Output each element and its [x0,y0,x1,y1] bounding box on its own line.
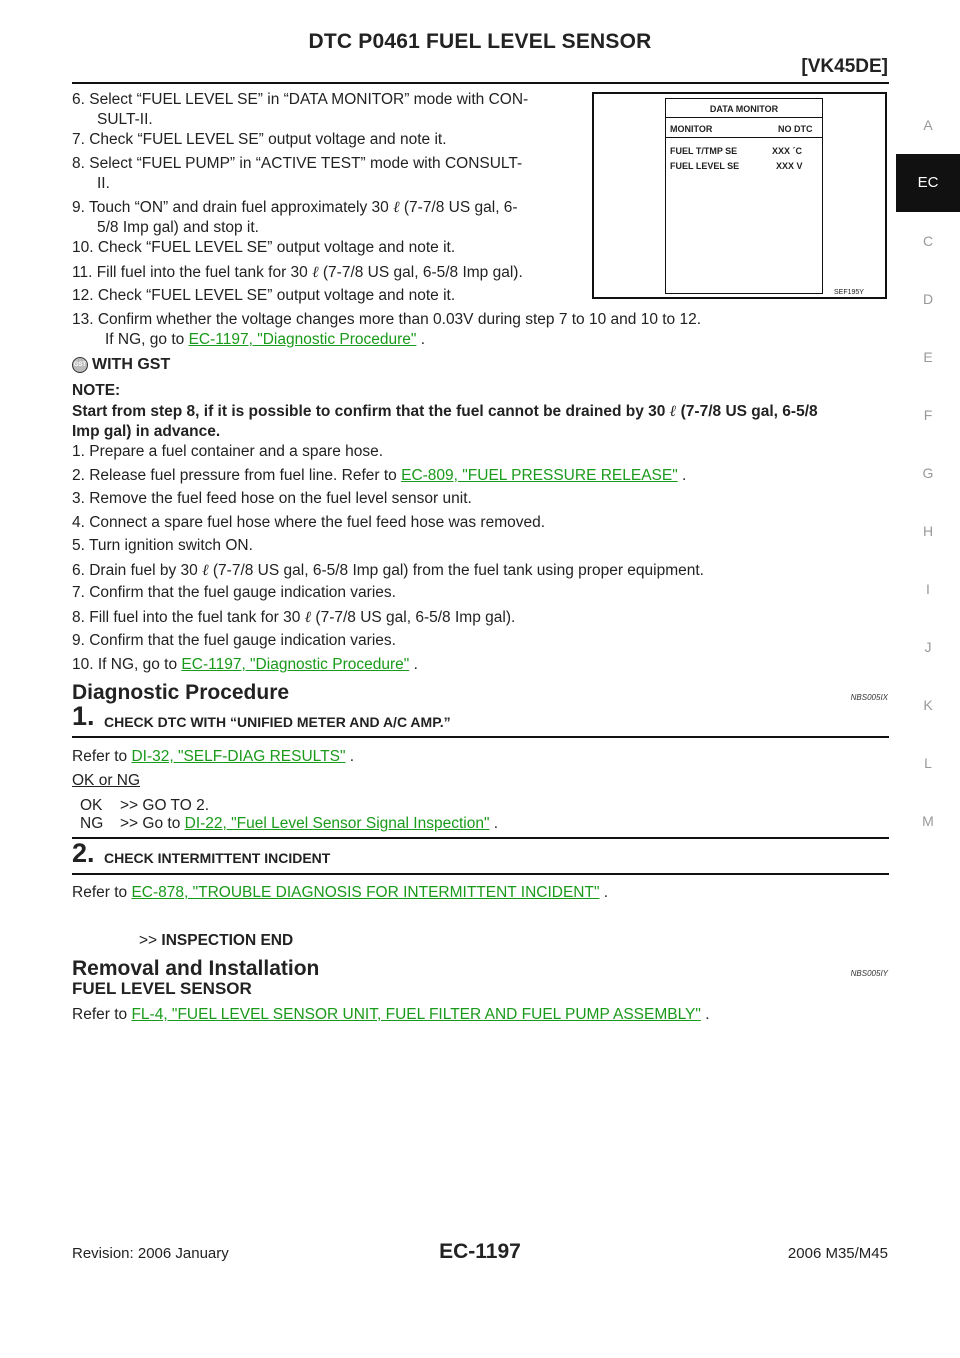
step-9: 9. Touch “ON” and drain fuel approximately 30 ℓ (7-7/8 US gal, 6- 5/8 Imp gal) and stop it. [72,198,518,236]
gst-heading: GST WITH GST [73,356,171,373]
gst-step-1: 1. Prepare a fuel container and a spare hose. [72,443,384,460]
revision-date: Revision: 2006 January [72,1245,229,1262]
gst-step-9: 9. Confirm that the fuel gauge indication varies. [72,632,396,649]
gst-step-2: 2. Release fuel pressure from fuel line. Refer to EC-809, "FUEL PRESSURE RELEASE" . [72,467,687,484]
sidebar-item-ec[interactable]: EC [896,154,960,212]
gst-step-3: 3. Remove the fuel feed hose on the fuel level sensor unit. [72,490,472,507]
sidebar-item-h[interactable]: H [922,523,934,539]
gst-step-8: 8. Fill fuel into the fuel tank for 30 ℓ (7-7/8 US gal, 6-5/8 Imp gal). [72,608,516,626]
header-divider [72,82,889,84]
sidebar-item-e[interactable]: E [923,349,933,365]
engine-subtitle: [VK45DE] [801,56,888,77]
step-2-title: CHECK INTERMITTENT INCIDENT [104,850,331,866]
sidebar-item-j[interactable]: J [924,639,932,655]
figure-code: SEF195Y [834,289,864,296]
removal-refer: Refer to FL-4, "FUEL LEVEL SENSOR UNIT, FUEL FILTER AND FUEL PUMP ASSEMBLY" . [72,1006,710,1023]
self-diag-results-link[interactable]: DI-32, "SELF-DIAG RESULTS" [131,748,346,765]
diagnostic-procedure-heading: Diagnostic Procedure [72,681,290,704]
fuel-level-sensor-signal-link[interactable]: DI-22, "Fuel Level Sensor Signal Inspection" [184,815,490,832]
fuel-level-sensor-subheading: FUEL LEVEL SENSOR [72,979,252,998]
inspection-end: >> INSPECTION END [139,932,294,949]
ok-or-ng-label: OK or NG [72,772,141,789]
step-1-rule [72,736,889,738]
fuel-pump-assembly-link[interactable]: FL-4, "FUEL LEVEL SENSOR UNIT, FUEL FILTER AND FUEL PUMP ASSEMBLY" [131,1006,701,1023]
sidebar-item-c[interactable]: C [922,233,934,249]
removal-code: NBS005IY [850,969,888,978]
diagnostic-procedure-link[interactable]: EC-1197, "Diagnostic Procedure" [181,656,410,673]
gst-step-6: 6. Drain fuel by 30 ℓ (7-7/8 US gal, 6-5/8 Imp gal) from the fuel tank using proper equipment. [72,561,704,579]
data-monitor-screen: DATA MONITOR MONITOR NO DTC FUEL T/TMP SE XXX ´C FUEL LEVEL SE XXX V [665,98,823,294]
step-11: 11. Fill fuel into the fuel tank for 30 ℓ (7-7/8 US gal, 6-5/8 Imp gal). [72,263,523,281]
step-1-title: CHECK DTC WITH “UNIFIED METER AND A/C AMP.” [104,714,451,730]
step-6: 6. Select “FUEL LEVEL SE” in “DATA MONITOR” mode with CON- SULT-II. [72,91,529,128]
step-2-number: 2. [72,838,95,868]
step-2-rule [72,873,889,875]
step-2-refer: Refer to EC-878, "TROUBLE DIAGNOSIS FOR INTERMITTENT INCIDENT" . [72,884,609,901]
page-title: DTC P0461 FUEL LEVEL SENSOR [308,30,652,53]
step-1-refer: Refer to DI-32, "SELF-DIAG RESULTS" . [72,748,355,765]
gst-note: NOTE: Start from step 8, if it is possible to confirm that the fuel cannot be drained by 30 ℓ (7-7/8 US gal, 6-5/8 Imp gal) in advance. [72,382,818,440]
gst-step-7: 7. Confirm that the fuel gauge indication varies. [72,584,396,601]
step-12: 12. Check “FUEL LEVEL SE” output voltage and note it. [72,287,456,304]
step-10: 10. Check “FUEL LEVEL SE” output voltage and note it. [72,239,456,256]
intermittent-incident-link[interactable]: EC-878, "TROUBLE DIAGNOSIS FOR INTERMITTENT INCIDENT" [131,884,600,901]
liter-symbol: ℓ [304,608,312,626]
step-13: 13. Confirm whether the voltage changes more than 0.03V during step 7 to 10 and 10 to 12. If NG, go to EC-1197, "Diagnostic Procedure" . [72,311,702,348]
diagnostic-procedure-link[interactable]: EC-1197, "Diagnostic Procedure" [188,331,417,348]
fuel-pressure-release-link[interactable]: EC-809, "FUEL PRESSURE RELEASE" [401,467,678,484]
model-label: 2006 M35/M45 [787,1245,888,1262]
step-1-bottom-rule [72,837,889,839]
gst-step-4: 4. Connect a spare fuel hose where the fuel feed hose was removed. [72,514,546,531]
gst-step-10: 10. If NG, go to EC-1197, "Diagnostic Procedure" . [72,656,418,673]
step-7: 7. Check “FUEL LEVEL SE” output voltage and note it. [72,131,447,148]
liter-symbol: ℓ [669,401,677,420]
liter-symbol: ℓ [393,198,400,216]
ok-branch: OK >> GO TO 2. [80,797,210,814]
sidebar-item-a[interactable]: A [923,117,933,133]
step-1-number: 1. [72,701,95,731]
gst-icon: GST [72,357,88,373]
liter-symbol: ℓ [202,561,209,579]
step-8: 8. Select “FUEL PUMP” in “ACTIVE TEST” mode with CONSULT- II. [72,155,523,192]
ng-branch: NG >> Go to DI-22, "Fuel Level Sensor Signal Inspection" . [80,815,499,832]
sidebar-item-g[interactable]: G [922,465,934,481]
sidebar-item-f[interactable]: F [923,407,933,423]
page-number: EC-1197 [439,1240,521,1263]
liter-symbol: ℓ [312,263,319,281]
sidebar-item-k[interactable]: K [923,697,933,713]
sidebar-item-m[interactable]: M [922,813,934,829]
sidebar-item-l[interactable]: L [924,755,932,771]
gst-step-5: 5. Turn ignition switch ON. [72,537,253,554]
section-index-sidebar [896,96,960,850]
removal-installation-heading: Removal and Installation [72,957,320,980]
diag-code: NBS005IX [850,693,888,702]
sidebar-item-d[interactable]: D [922,291,934,307]
sidebar-item-i[interactable]: I [926,581,930,597]
